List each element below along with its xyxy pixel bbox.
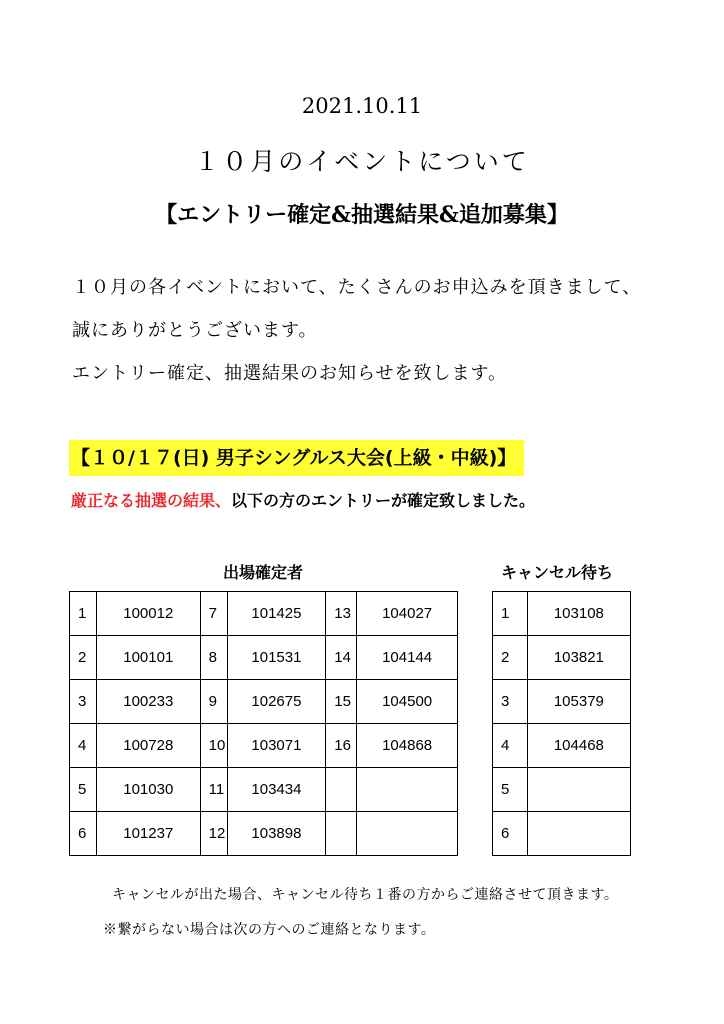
- entry-number: 1: [70, 592, 97, 636]
- entry-id: [357, 812, 458, 856]
- entry-id: 101425: [227, 592, 326, 636]
- entry-number: 10: [200, 724, 227, 768]
- waitlist-table-heading: キャンセル待ち: [501, 563, 614, 582]
- entry-id: 104027: [357, 592, 458, 636]
- waitlist-id: 103108: [527, 592, 630, 636]
- waitlist-id: [527, 768, 630, 812]
- entry-number: 9: [200, 680, 227, 724]
- waitlist-number: 1: [493, 592, 528, 636]
- entry-id: 101237: [96, 812, 200, 856]
- entry-number: 15: [326, 680, 357, 724]
- entry-id: 100728: [96, 724, 200, 768]
- entry-number: [326, 768, 357, 812]
- entry-id: 100012: [96, 592, 200, 636]
- confirmed-table-heading: 出場確定者: [223, 563, 304, 582]
- entry-id: 100101: [96, 636, 200, 680]
- table-row: [70, 724, 458, 768]
- lottery-notice-red: 厳正なる抽選の結果、: [71, 491, 232, 510]
- waitlist-number: 2: [493, 636, 528, 680]
- intro-line-2: 誠にありがとうございます。: [72, 320, 318, 341]
- document-subtitle: 【エントリー確定&抽選結果&追加募集】: [155, 202, 569, 228]
- entry-id: [357, 768, 458, 812]
- entry-id: 102675: [227, 680, 326, 724]
- event-title-highlight: 【１０/１７(日) 男子シングルス大会(上級・中級)】: [69, 440, 524, 476]
- entry-number: 13: [326, 592, 357, 636]
- waitlist-id: [527, 812, 630, 856]
- document-title: １０月のイベントについて: [194, 147, 530, 176]
- lottery-notice-text: 以下の方のエントリーが確定致しました。: [231, 491, 536, 510]
- entry-number: 4: [70, 724, 97, 768]
- table-row: [70, 636, 458, 680]
- entry-id: 100233: [96, 680, 200, 724]
- entry-id: 101030: [96, 768, 200, 812]
- entry-id: 103898: [227, 812, 326, 856]
- waitlist-id: 103821: [527, 636, 630, 680]
- entry-id: 103071: [227, 724, 326, 768]
- entry-number: 3: [70, 680, 97, 724]
- entry-number: [326, 812, 357, 856]
- document-date: 2021.10.11: [301, 94, 423, 118]
- entry-number: 8: [200, 636, 227, 680]
- entry-number: 5: [70, 768, 97, 812]
- entry-id: 104144: [357, 636, 458, 680]
- intro-line-1: １０月の各イベントにおいて、たくさんのお申込みを頂きまして、: [72, 277, 642, 298]
- table-row: [70, 680, 458, 724]
- waitlist-id: 104468: [527, 724, 630, 768]
- cancellation-note: キャンセルが出た場合、キャンセル待ち１番の方からご連絡させて頂きます。: [112, 887, 619, 903]
- unreachable-note: ※繋がらない場合は次の方へのご連絡となります。: [103, 922, 436, 938]
- entry-id: 104868: [357, 724, 458, 768]
- lottery-notice: [71, 488, 535, 511]
- intro-line-3: エントリー確定、抽選結果のお知らせを致します。: [72, 363, 508, 384]
- entry-number: 6: [70, 812, 97, 856]
- table-row: [70, 592, 458, 636]
- table-row: [70, 768, 458, 812]
- entry-number: 11: [200, 768, 227, 812]
- entry-number: 7: [200, 592, 227, 636]
- entry-id: 104500: [357, 680, 458, 724]
- entry-id: 101531: [227, 636, 326, 680]
- waitlist-id: 105379: [527, 680, 630, 724]
- entry-number: 16: [326, 724, 357, 768]
- table-row: [493, 724, 631, 768]
- entry-id: 103434: [227, 768, 326, 812]
- table-row: [493, 812, 631, 856]
- waitlist-number: 6: [493, 812, 528, 856]
- table-row: [70, 812, 458, 856]
- table-row: [493, 768, 631, 812]
- table-row: [493, 680, 631, 724]
- entry-number: 14: [326, 636, 357, 680]
- waitlist-table: [492, 591, 631, 856]
- waitlist-number: 5: [493, 768, 528, 812]
- waitlist-number: 4: [493, 724, 528, 768]
- entry-number: 12: [200, 812, 227, 856]
- table-row: [493, 636, 631, 680]
- waitlist-number: 3: [493, 680, 528, 724]
- table-row: [493, 592, 631, 636]
- entry-number: 2: [70, 636, 97, 680]
- confirmed-entries-table: [69, 591, 458, 856]
